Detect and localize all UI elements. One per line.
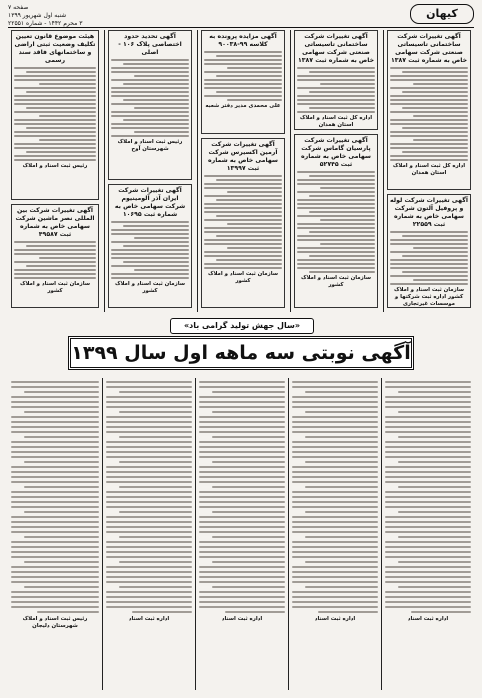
ad-issuer: سازمان ثبت اسناد و املاک کشور bbox=[207, 271, 279, 284]
column-signature: اداره ثبت اسناد bbox=[314, 616, 356, 622]
ad-title: هیئت موضوع قانون تعیین تکلیف وضعیت ثبتی اراضی و ساختمانهای فاقد سند رسمی bbox=[14, 33, 96, 64]
ad-issuer: سازمان ثبت اسناد و املاک کشور اداره ثبت شرکتها و موسسات غیرتجاری bbox=[393, 287, 465, 307]
masthead bbox=[8, 4, 474, 26]
ad-title: آگهی تغییرات شرکت لوله و پروفیل آلتون شرکت سهامی خاص به شماره ثبت ۲۲۵۵۹ bbox=[390, 197, 468, 228]
ad-title: آگهی تغییرات شرکت پارسیان گاماس شرکت سهامی خاص به شماره ثبت ۵۲۷۴۵ bbox=[301, 137, 371, 168]
ad-title: آگهی تغییرات شرکت بین المللی نصر ماشین شرکت سهامی خاص به شماره ثبت ۴۹۵۸۷ bbox=[15, 207, 95, 238]
ad-box bbox=[108, 184, 192, 308]
page-number: صفحه ۷ bbox=[8, 4, 29, 11]
ad-title: آگهی تغییرات شرکت آرمین اکسیرس شرکت سهامی خاص به شماره ثبت ۱۳۹۹۷ bbox=[208, 141, 278, 172]
text-column bbox=[8, 378, 102, 690]
ad-issuer: علی محمدی مدیر دفتر شعبه bbox=[205, 103, 281, 109]
ad-title: آگهی مزایده پرونده به کلاسه ۹۹-۹۰۰۳۸ bbox=[209, 33, 277, 48]
ad-issuer: سازمان ثبت اسناد و املاک کشور bbox=[114, 281, 186, 294]
column-signature: اداره ثبت اسناد bbox=[407, 616, 449, 622]
slogan-box: «سال جهش تولید گرامی باد» bbox=[170, 318, 314, 334]
issue-number: ۳ محرم ۱۴۴۲ - شماره ۲۲۵۵۱ bbox=[8, 20, 83, 27]
ad-issuer: اداره کل ثبت اسناد و املاک استان همدان bbox=[299, 115, 373, 128]
column-signature: اداره ثبت اسناد bbox=[128, 616, 170, 622]
text-column bbox=[288, 378, 381, 690]
ad-box bbox=[387, 30, 471, 190]
ad-box bbox=[201, 138, 285, 308]
ad-title: آگهی تحدید حدود اختصاصی پلاک ۱۰۶ - اصلی bbox=[118, 33, 182, 56]
issue-date: شنبه اول شهریور ۱۳۹۹ bbox=[8, 12, 67, 19]
column-signature: رئیس ثبت اسناد و املاک شهرستان دلیجان bbox=[22, 616, 88, 629]
ad-issuer: رئیس ثبت اسناد و املاک bbox=[22, 163, 88, 169]
ad-box bbox=[387, 194, 471, 308]
ad-title: آگهی تغییرات شرکت ایران آذر آلومینیوم شرکت سهامی خاص به شماره ثبت ۱۰۶۹۵ bbox=[114, 187, 186, 218]
section-banner-title: آگهی نوبتی سه ماهه اول سال ۱۳۹۹ bbox=[68, 336, 414, 370]
text-column bbox=[381, 378, 474, 690]
lower-text-columns bbox=[8, 378, 474, 690]
ad-box bbox=[294, 134, 378, 308]
ad-column bbox=[104, 30, 195, 312]
ad-issuer: سازمان ثبت اسناد و املاک کشور bbox=[300, 275, 372, 288]
ad-issuer: رئیس ثبت اسناد و املاک شهرستان آوج bbox=[117, 139, 183, 152]
ad-column bbox=[383, 30, 474, 312]
ad-title: آگهی تغییرات شرکت ساختمانی تاسیساتی صنعتی شرکت سهامی خاص به شماره ثبت ۱۳۸۷ bbox=[297, 33, 375, 64]
column-signature: اداره ثبت اسناد bbox=[221, 616, 263, 622]
ad-issuer: اداره کل ثبت اسناد و املاک استان همدان bbox=[392, 163, 466, 176]
top-ads-grid bbox=[8, 30, 474, 312]
text-column bbox=[195, 378, 288, 690]
top-rule bbox=[8, 27, 474, 28]
ad-column bbox=[290, 30, 381, 312]
ad-column bbox=[197, 30, 288, 312]
ad-issuer: سازمان ثبت اسناد و املاک کشور bbox=[19, 281, 91, 294]
ad-box bbox=[11, 30, 99, 200]
newspaper-logo: کیهان bbox=[410, 4, 474, 24]
text-column bbox=[102, 378, 195, 690]
ad-box bbox=[108, 30, 192, 180]
ad-title: آگهی تغییرات شرکت ساختمانی تاسیساتی صنعتی شرکت سهامی خاص به شماره ثبت ۱۳۸۷ bbox=[390, 33, 468, 64]
ad-box bbox=[11, 204, 99, 308]
ad-box bbox=[294, 30, 378, 130]
issue-meta bbox=[8, 4, 82, 28]
ad-box bbox=[201, 30, 285, 134]
ad-column bbox=[8, 30, 102, 312]
